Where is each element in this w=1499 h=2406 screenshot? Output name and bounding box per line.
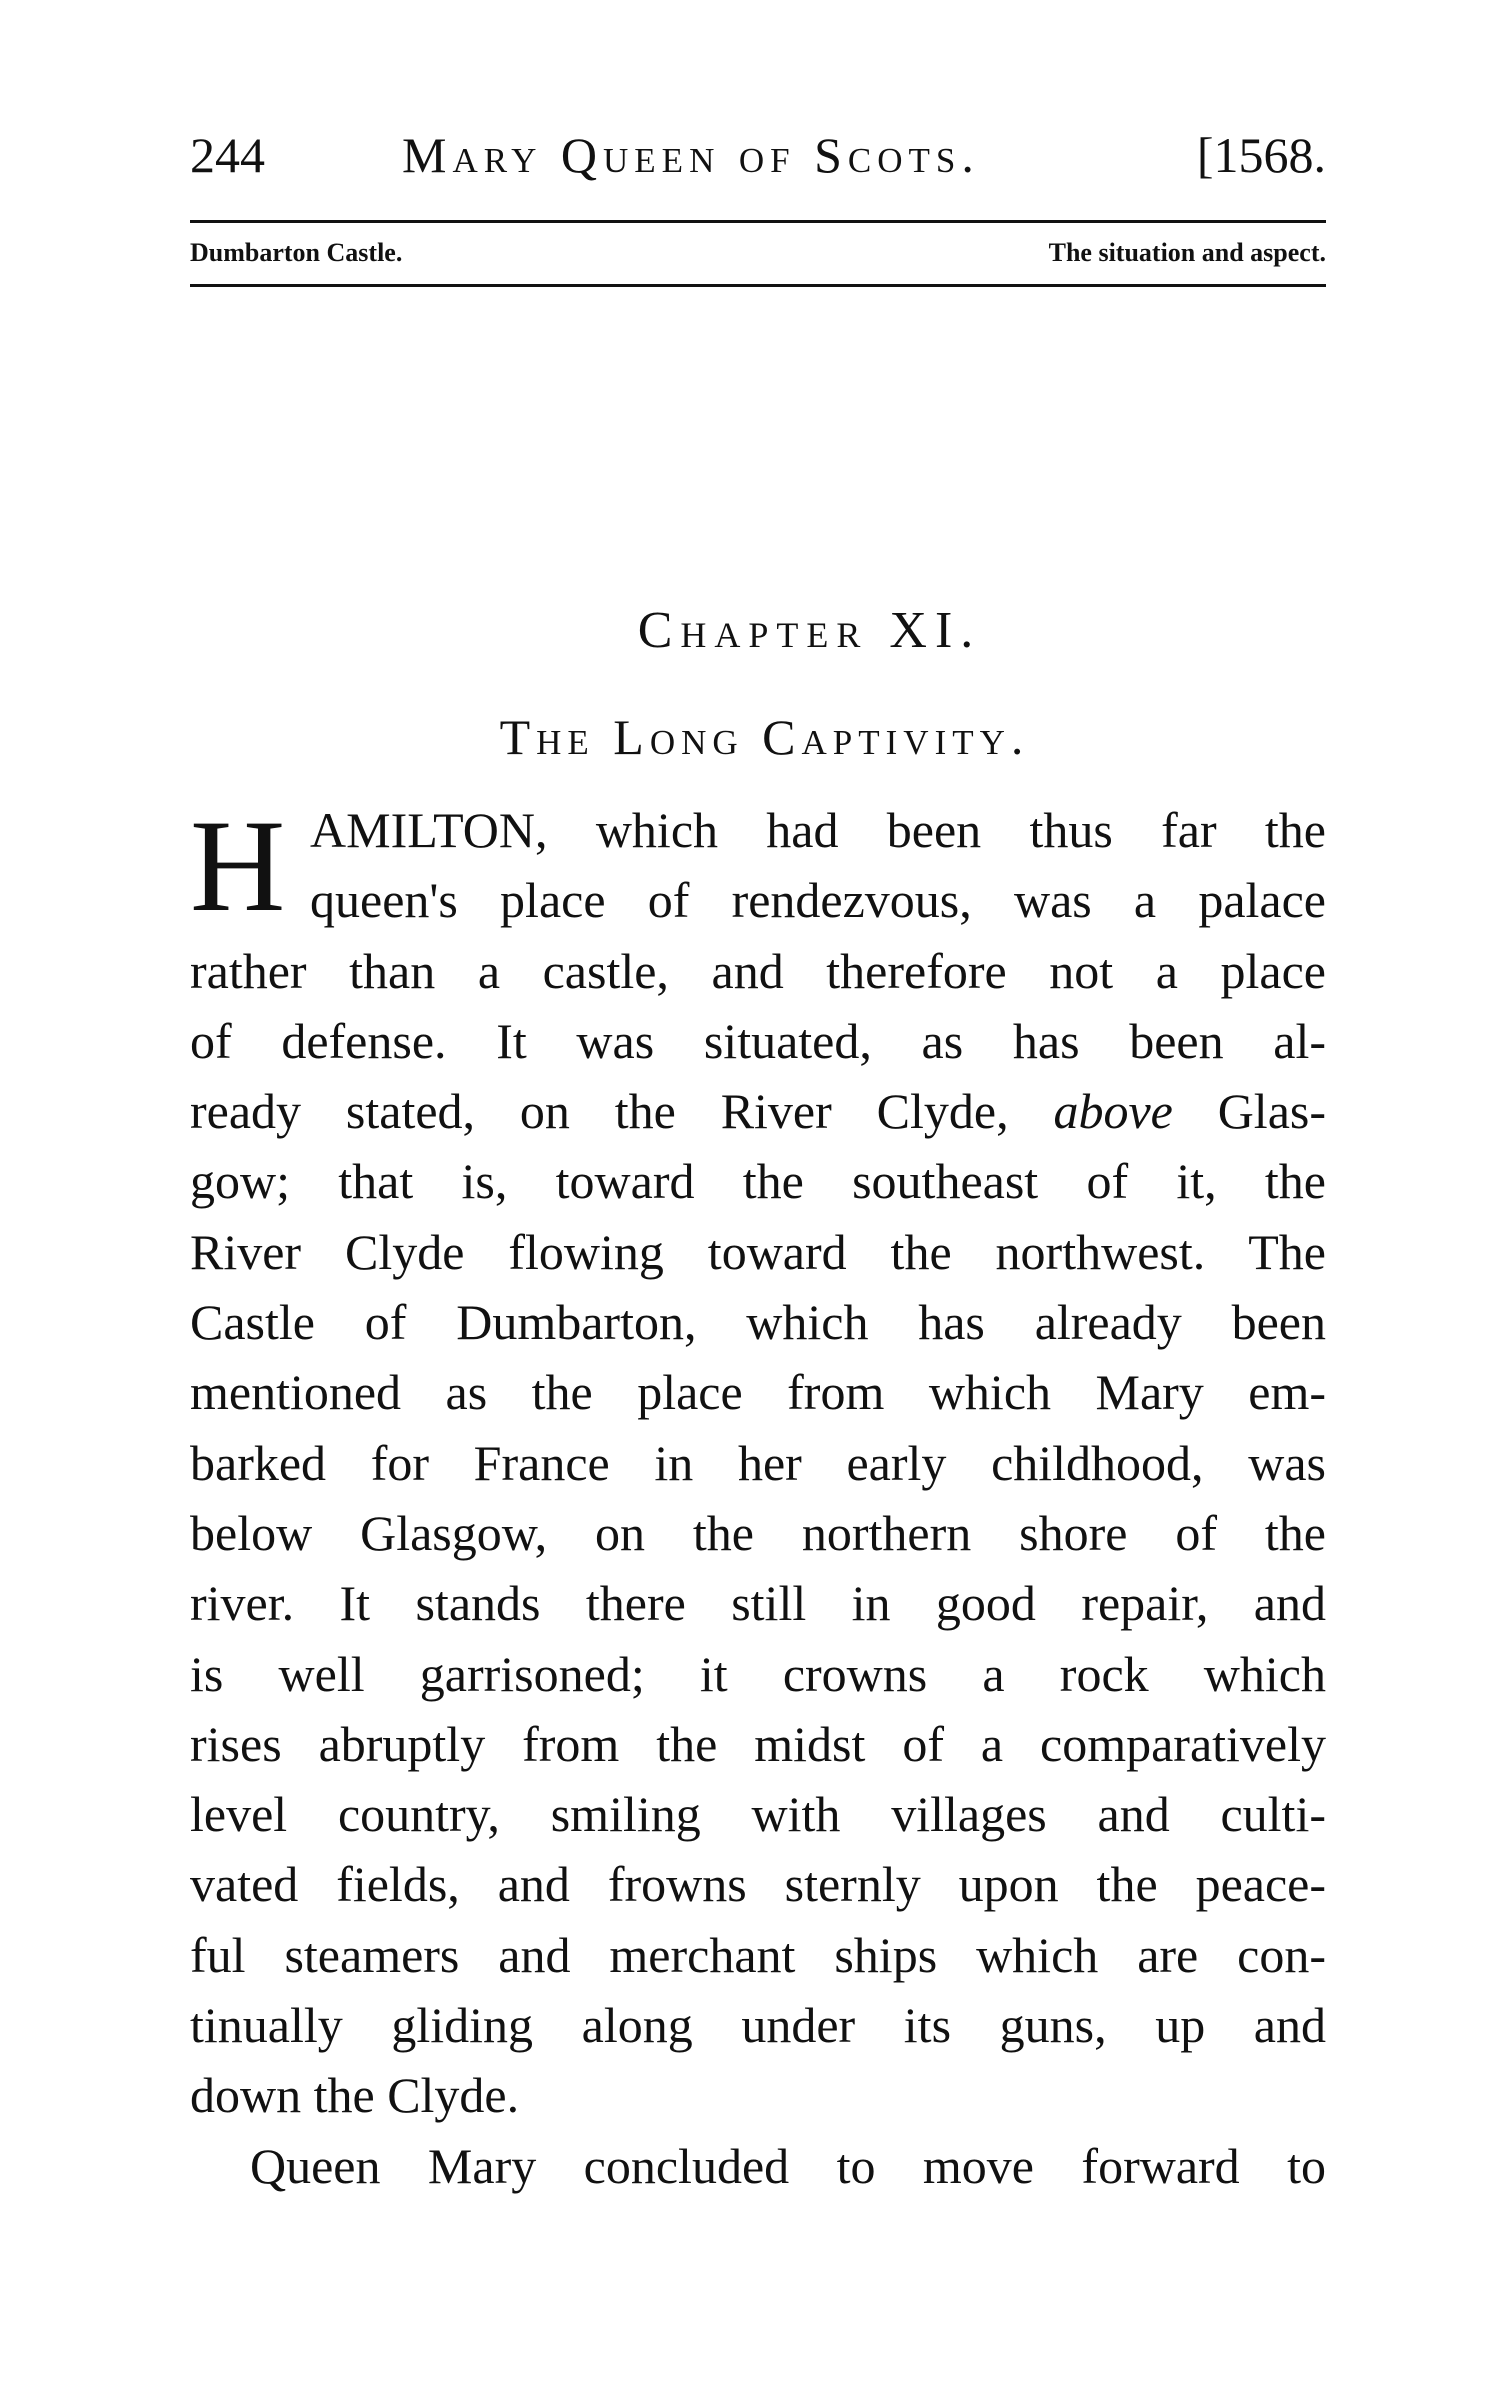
text-line: AMILTON, which had been thus far the	[310, 802, 1326, 858]
year-label: [1568.	[1196, 127, 1326, 183]
italic-word: above	[1053, 1083, 1173, 1140]
text-line: Queen Mary concluded to move forward to	[250, 2137, 1326, 2194]
running-subheads	[190, 233, 1326, 273]
text-line: river. It stands there still in good repair, and	[190, 1575, 1326, 1632]
text-line: barked for France in her early childhood, was	[190, 1434, 1326, 1491]
header-rule-top	[190, 220, 1326, 223]
text-segment: Glas-	[1217, 1083, 1327, 1140]
text-line: vated fields, and frowns sternly upon the peace-	[190, 1856, 1326, 1913]
text-line: rather than a castle, and therefore not a place	[190, 942, 1326, 999]
text-line: down the Clyde.	[190, 2067, 520, 2124]
text-line: is well garrisoned; it crowns a rock which	[190, 1645, 1326, 1702]
text-segment: ready stated, on the River Clyde,	[190, 1083, 1054, 1140]
text-line: of defense. It was situated, as has been al-	[190, 1012, 1326, 1069]
subhead-left: Dumbarton Castle.	[190, 238, 403, 267]
text-line	[190, 1076, 1326, 1146]
running-head	[190, 120, 1326, 190]
text-line: ful steamers and merchant ships which are con-	[190, 1926, 1326, 1983]
text-line: queen's place of rendezvous, was a palace	[310, 872, 1326, 929]
text-line: Castle of Dumbarton, which has already been	[190, 1294, 1326, 1351]
text-line: level country, smiling with villages and culti-	[190, 1786, 1326, 1843]
text-line: gow; that is, toward the southeast of it, the	[190, 1153, 1326, 1210]
chapter-title: The Long Captivity.	[499, 709, 1030, 765]
body-text	[190, 792, 1327, 2201]
header-rule-bottom	[190, 284, 1326, 287]
page-number: 244	[190, 127, 265, 183]
text-line: below Glasgow, on the northern shore of the	[190, 1504, 1326, 1561]
subhead-right: The situation and aspect.	[1048, 238, 1326, 267]
book-title: Mary Queen of Scots.	[402, 127, 980, 183]
text-line: tinually gliding along under its guns, up and	[190, 1997, 1326, 2054]
text-line: mentioned as the place from which Mary em-	[190, 1364, 1326, 1421]
text-line: River Clyde flowing toward the northwest. The	[190, 1223, 1326, 1280]
drop-cap: H	[190, 792, 286, 939]
text-line: rises abruptly from the midst of a comparatively	[190, 1715, 1326, 1772]
chapter-number: Chapter XI.	[637, 602, 982, 659]
